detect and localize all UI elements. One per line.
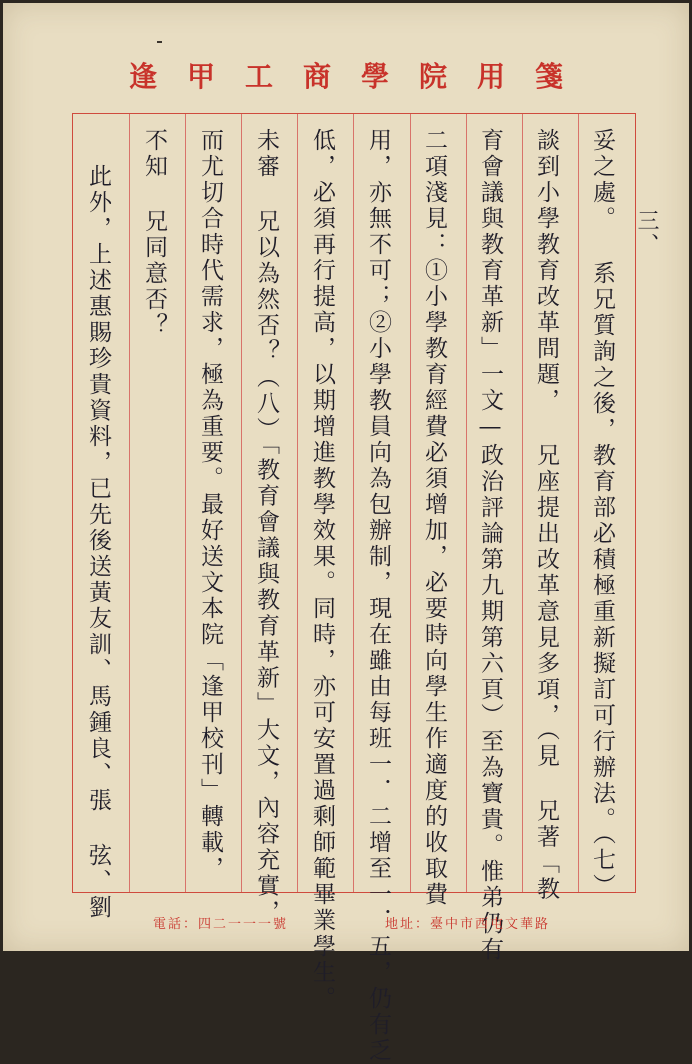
text-column: 而尤切合時代需求，極為重要。最好送文本院「逢甲校刊」轉載， [197,128,223,882]
letterhead-address: 地址：臺中市西屯文華路 [385,917,551,932]
column-rule [353,114,354,892]
text-column: 此外，上述惠賜珍貴資料，已先後送黃友訓、馬鍾良、張 弦、劉 [85,164,111,921]
column-rule [522,114,523,892]
text-column: 未審 兄以為然否？（八）「教育會議與教育革新」大文，內容充實， [253,128,279,926]
column-rule [129,114,130,892]
column-rule [241,114,242,892]
column-rule [466,114,467,892]
letter-page [3,3,689,1064]
ink-mark [157,41,162,43]
text-column: 育會議與教育革新」一文—政治評論第九期第六頁）至為寶貴。惟弟仍有 [477,128,503,963]
text-column: 用，亦無不可；②小學教員向為包辦制，現在雖由每班一．二增至一．五，仍有乏 [365,128,391,1064]
column-rule [410,114,411,892]
column-rule [578,114,579,892]
text-column: 談到小學教育改革問題， 兄座提出改革意見多項，（見 兄著「教 [533,128,559,903]
column-rule [297,114,298,892]
text-column: 不知 兄同意否？ [141,128,167,339]
letterhead-telephone: 電話：四二一一一號 [153,917,289,932]
letterhead-title: 逢甲工商學院用箋 [128,60,593,93]
text-column: 二項淺見：①小學教育經費必須增加，必要時向學生作適度的收取費 [421,128,447,908]
section-number: 三、 [634,209,659,257]
text-column: 妥之處。 系兄質詢之後，教育部必積極重新擬訂可行辦法。（七） [589,128,615,900]
column-rule [185,114,186,892]
text-column: 低，必須再行提高，以期增進教學效果。同時，亦可安置過剩師範畢業學生。 [309,128,335,1012]
